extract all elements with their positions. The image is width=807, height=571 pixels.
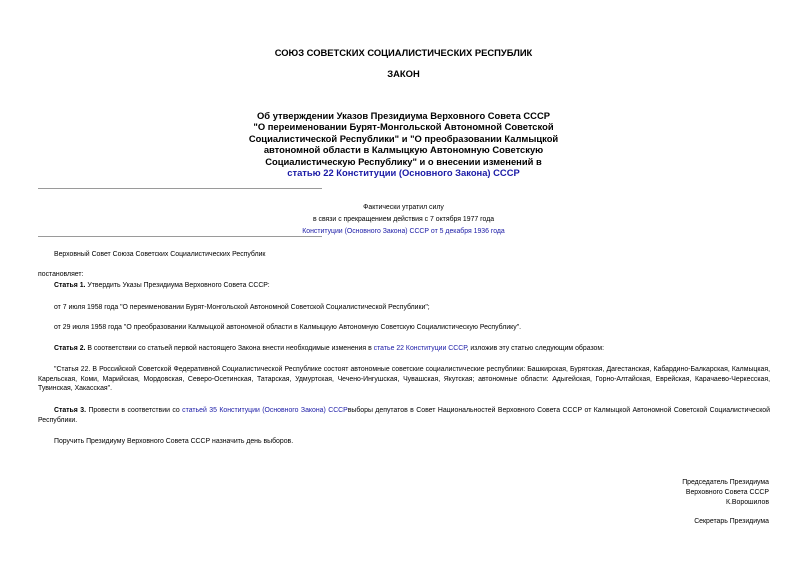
secretary-title: Секретарь Президиума bbox=[694, 518, 769, 525]
constitution-1936-link[interactable]: Конституции (Основного Закона) СССР от 5 декабря 1936 года bbox=[302, 228, 505, 235]
article-2-label: Статья 2. bbox=[54, 345, 86, 352]
law-heading: ЗАКОН bbox=[387, 68, 420, 79]
decree-paragraph: постановляет: bbox=[38, 271, 84, 278]
divider-top bbox=[38, 188, 322, 189]
union-heading: СОЮЗ СОВЕТСКИХ СОЦИАЛИСТИЧЕСКИХ РЕСПУБЛИК bbox=[274, 47, 533, 58]
instruction-paragraph: Поручить Президиуму Верховного Совета СССР назначить день выборов. bbox=[54, 438, 294, 445]
document-title bbox=[0, 110, 807, 178]
article-3-text: Провести в соответствии со bbox=[86, 407, 183, 414]
article-35-link[interactable]: статьей 35 Конституции (Основного Закона) СССР bbox=[182, 407, 348, 414]
status-line: Фактически утратил силу bbox=[363, 204, 444, 211]
decree-item-1: от 7 июля 1958 года "О переименовании Бурят-Монгольской Автономной Советской Социалистической Республики"; bbox=[54, 304, 430, 311]
signature-name: К.Ворошилов bbox=[726, 499, 769, 506]
divider-bottom bbox=[38, 236, 322, 237]
article-1 bbox=[38, 281, 770, 291]
council-paragraph: Верховный Совет Союза Советских Социалистических Республик bbox=[54, 251, 266, 258]
title-line: Социалистическую Республику" и о внесении изменений в bbox=[265, 155, 542, 167]
article-1-label: Статья 1. bbox=[54, 282, 86, 289]
decree-item-2: от 29 июля 1958 года "О преобразовании Калмыцкой автономной области в Калмыцкую Автономную Советскую Социалистическую Республику". bbox=[54, 324, 522, 331]
title-line: автономной области в Калмыцкую Автономную Советскую bbox=[263, 144, 544, 156]
article-22-quote: "Статья 22. В Российской Советской Федеративной Социалистической Республике состоят автономные советские социалистические республики: Башкирская, Бурятская, Дагестанская, Кабардино-Балкарская, Калмыцкая, Карельская, Коми, Марийская, Мордовская, Северо-Осетинская, Татарская, Удмуртская, Чечено-Ингушская, Чувашская, Якутская; автономные области: Адыгейская, Горно-Алтайская, Еврейская, Карачаево-Черкесская, Тувинская, Хакасская". bbox=[38, 366, 770, 393]
article-2 bbox=[38, 344, 770, 354]
status-line: в связи с прекращением действия с 7 октября 1977 года bbox=[312, 216, 495, 223]
constitution-article-22-link[interactable]: статью 22 Конституции (Основного Закона) СССР bbox=[287, 167, 520, 179]
article-22-link[interactable]: статье 22 Конституции СССР bbox=[373, 345, 467, 352]
title-line: "О переименовании Бурят-Монгольской Автономной Советской bbox=[253, 121, 554, 133]
signature-block bbox=[682, 478, 769, 508]
status-note bbox=[0, 202, 807, 238]
article-3-label: Статья 3. bbox=[54, 407, 87, 414]
article-2-text-end: , изложив эту статью следующим образом: bbox=[466, 345, 605, 352]
title-line: Об утверждении Указов Президиума Верховного Совета СССР bbox=[257, 110, 550, 121]
signature-line: Верховного Совета СССР bbox=[685, 489, 769, 496]
article-2-text: В соответствии со статьей первой настоящего Закона внести необходимые изменения в bbox=[85, 345, 374, 352]
article-3-text-end: выборы депутатов в Совет Национальностей Верховного Совета СССР от Калмыцкой Автономной Советской Социалистической Республики. bbox=[38, 407, 770, 424]
article-1-text: Утвердить Указы Президиума Верховного Совета СССР: bbox=[85, 282, 270, 289]
signature-line: Председатель Президиума bbox=[682, 479, 769, 486]
article-3 bbox=[38, 406, 770, 425]
title-line: Социалистической Республики" и "О преобразовании Калмыцкой bbox=[248, 132, 559, 144]
